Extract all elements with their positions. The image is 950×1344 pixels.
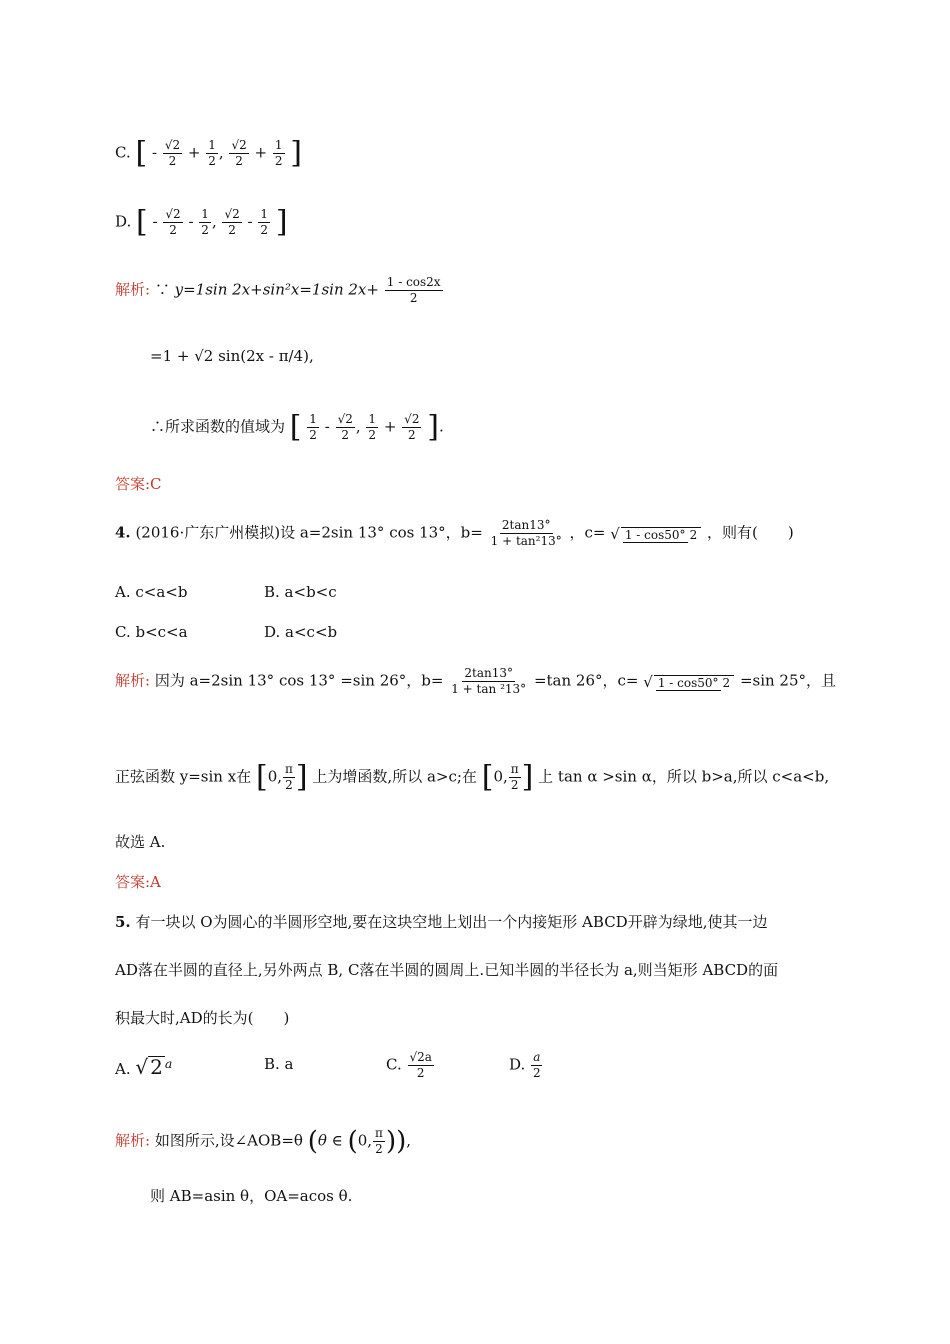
pi-over-2: $\frac{\pi}{2}$ [285, 762, 293, 792]
sqrt-expression: √ 1 - cos50° 2 [643, 672, 735, 692]
option-d: D. [ - $\frac{√2}{2}$ - $\frac{1}{2}$ , $\frac{√2}{2}$ - $\frac{1}{2}$ ] [115, 204, 288, 240]
q3-analysis-line2: =1 + √2 sin(2x - π/4), [150, 347, 314, 365]
one-half: $\frac{1}{2}$ [201, 207, 209, 237]
q4-option-b: B. a<b<c [264, 583, 337, 601]
sqrt2-over-2: $\frac{√2}{2}$ [164, 138, 181, 168]
q3-analysis-line1: 解析: ∵ y=1sin 2x+sin²x=1sin 2x+ $\frac{1 - \cos 2x}{2}$ [115, 275, 441, 305]
one-half: $\frac{1}{2}$ [260, 207, 269, 237]
q5-stem-line3: 积最大时,AD的长为( ) [115, 1009, 290, 1027]
q5-analysis-line2: 则 AB=asin θ，OA=acos θ. [150, 1187, 353, 1205]
q4-option-d: D. a<c<b [264, 623, 338, 641]
q3-answer: 答案:C [115, 475, 162, 493]
sqrt2-over-2: $\frac{√2}{2}$ [231, 138, 247, 168]
fraction: $\frac{1 - \cos 2x}{2}$ [386, 275, 441, 305]
q5-stem-line2: AD落在半圆的直径上,另外两点 B, C落在半圆的圆周上.已知半圆的半径长为 a,则当矩形 ABCD的面 [115, 961, 779, 979]
q4-option-c: C. b<c<a [115, 623, 188, 641]
sqrt2-over-2: $\frac{√2}{2}$ [165, 207, 181, 237]
option-c: C. [ - $\frac{√2}{2}$ + $\frac{1}{2}$ , $\frac{√2}{2}$ + $\frac{1}{2}$ ] [115, 135, 303, 171]
one-half: $\frac{1}{2}$ [309, 412, 317, 442]
b-fraction: $\frac{2\tan 13^\circ}{\text{1 + tan²13°}}$ [490, 518, 562, 548]
option-c-label: C. [115, 143, 131, 162]
sqrt2-over-2: $\frac{√2}{2}$ [337, 412, 353, 442]
option-d-label: D. [115, 212, 132, 231]
analysis-label: 解析: [115, 671, 151, 690]
q5-analysis-line1: 解析: 如图所示,设∠AOB=θ (θ ∈ (0, $\frac{\pi}{2}$ )), [115, 1126, 412, 1157]
q4-stem: 4. (2016·广东广州模拟)设 a=2sin 13° cos 13°，b= $\frac{2\tan 13^\circ}{\text{1 + tan²13°}}$ ，c= √ 1 - cos50° 2 ，则有( ) [115, 518, 794, 548]
q3-analysis-line3: ∴所求函数的值域为 [ $\frac{1}{2}$ - $\frac{√2}{2}$ , $\frac{1}{2}$ + $\frac{√2}{2}$ ]. [150, 409, 444, 445]
analysis-label: 解析: [115, 1131, 151, 1150]
q4-answer: 答案:A [115, 873, 161, 891]
question-number: 5. [115, 913, 131, 931]
sqrt2-over-2: $\frac{√2}{2}$ [404, 412, 420, 442]
one-half: $\frac{1}{2}$ [208, 138, 216, 168]
sqrt2-over-2: $\frac{√2}{2}$ [224, 207, 240, 237]
q4-option-a: A. c<a<b [115, 583, 188, 601]
q4-analysis-line2: 正弦函数 y=sin x在 [0, $\frac{\pi}{2}$ ] 上为增函数,所以 a>c;在 [0, $\frac{\pi}{2}$ ] 上 tan α >sin α，所以 b>a,所以 c<a<b, [115, 759, 830, 795]
one-half: $\frac{1}{2}$ [368, 412, 377, 442]
b-fraction: $\frac{2\tan 13^\circ}{\text{1 + tan ²13°}}$ [451, 666, 527, 696]
q5-option-d: D. $\frac{a}{2}$ [509, 1050, 541, 1080]
q5-option-b: B. a [264, 1055, 294, 1073]
q4-analysis-line1: 解析: 因为 a=2sin 13° cos 13° =sin 26°，b= $\frac{2\tan 13^\circ}{\text{1 + tan ²13°}}$ =tan 26°，c= √ 1 - cos50° 2 =sin 25°，且 [115, 666, 837, 696]
pi-over-2: $\frac{\pi}{2}$ [375, 1126, 383, 1156]
q5-option-a: A. √ 2 $^a$ [115, 1055, 173, 1079]
analysis-label: 解析: [115, 280, 151, 299]
q5-option-c: C. $\frac{√2a}{2}$ [386, 1050, 432, 1080]
q5-stem-line1: 5. 有一块以 O为圆心的半圆形空地,要在这块空地上划出一个内接矩形 ABCD开辟为绿地,使其一边 [115, 913, 768, 931]
sqrt-expression: √ 1 - cos50° 2 [610, 524, 702, 544]
one-half: $\frac{1}{2}$ [274, 138, 283, 168]
pi-over-2: $\frac{\pi}{2}$ [510, 762, 519, 792]
question-number: 4. [115, 523, 131, 542]
q4-analysis-line3: 故选 A. [115, 833, 166, 851]
